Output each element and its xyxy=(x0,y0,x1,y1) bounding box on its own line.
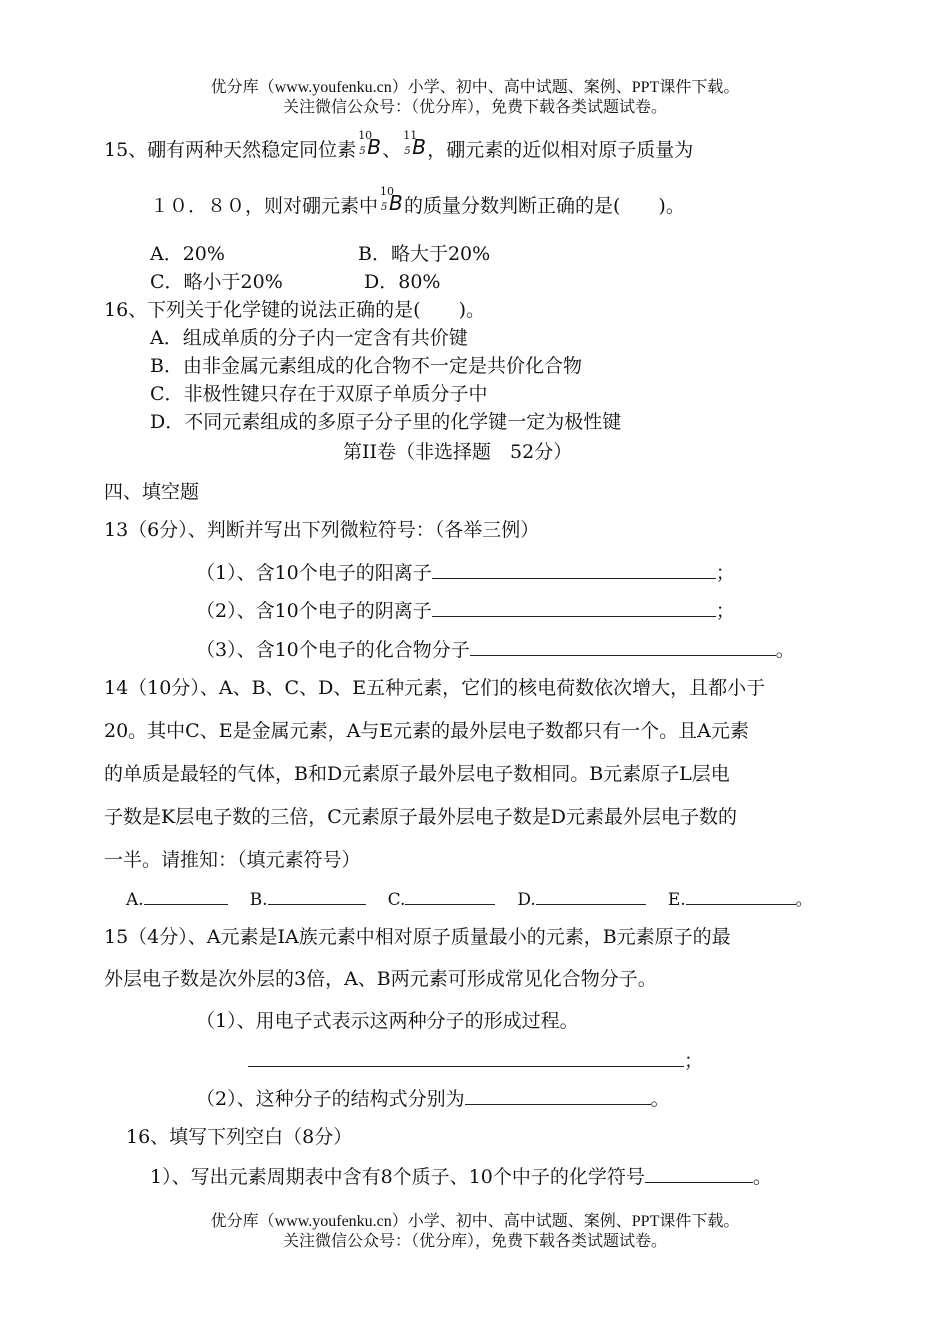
q15-line-2: 外层电子数是次外层的3倍，A、B两元素可形成常见化合物分子。 xyxy=(104,968,657,990)
q14-blank-d[interactable] xyxy=(536,886,646,905)
q13-stem: 13（6分）、判断并写出下列微粒符号：（各举三例） xyxy=(104,519,540,541)
q14-answer-row: A. B. C. D. E. 。 xyxy=(126,886,813,912)
q15-option-d: D．80% xyxy=(364,271,441,293)
isotope-boron-10-second: 10 5 B xyxy=(380,185,403,215)
q15-item-2: （2）、这种分子的结构式分别为 。 xyxy=(196,1088,670,1110)
q15-option-c: C．略小于20% xyxy=(150,271,283,293)
section-4-heading: 四、填空题 xyxy=(104,481,200,503)
q15-mc-sep: 、 xyxy=(382,139,402,161)
footer-line-1: 优分库（www.youfenku.cn）小学、初中、高中试题、案例、PPT课件下载。 xyxy=(210,1213,740,1230)
q15-mc-text-b: ，硼元素的近似相对原子质量为 xyxy=(427,139,694,161)
header-line-2: 关注微信公众号：（优分库），免费下载各类试题试卷。 xyxy=(282,99,667,116)
q16-option-c: C．非极性键只存在于双原子单质分子中 xyxy=(150,383,488,405)
q16-option-d: D．不同元素组成的多原子分子里的化学键一定为极性键 xyxy=(150,411,622,433)
q15-item-2-blank[interactable] xyxy=(465,1086,651,1105)
q15-mc-line-2 xyxy=(150,185,685,218)
isotope-boron-11: 11 5 B xyxy=(403,129,426,159)
q13-item-1: （1）、含10个电子的阳离子 ； xyxy=(196,562,735,584)
q13-item-2: （2）、含10个电子的阴离子 ； xyxy=(196,600,735,622)
q13-item-3: （3）、含10个电子的化合物分子 。 xyxy=(196,639,795,661)
q14-line-3: 的单质是最轻的气体，B和D元素原子最外层电子数相同。B元素原子L层电 xyxy=(104,763,730,785)
q14-blank-c[interactable] xyxy=(405,886,495,905)
q15-option-b: B．略大于20% xyxy=(358,243,491,265)
part-2-title: 第II卷（非选择题 52分） xyxy=(343,441,573,463)
q13-item-3-blank[interactable] xyxy=(470,637,776,656)
q16-item-1: 1）、写出元素周期表中含有8个质子、10个中子的化学符号 。 xyxy=(150,1166,772,1188)
q14-blank-e[interactable] xyxy=(686,886,796,905)
q15-mc-text-a: 15、硼有两种天然稳定同位素 xyxy=(104,139,357,161)
q15-item-1-blank[interactable] xyxy=(248,1048,684,1067)
header-line-1: 优分库（www.youfenku.cn）小学、初中、高中试题、案例、PPT课件下载。 xyxy=(210,79,740,96)
q14-blank-a[interactable] xyxy=(144,886,228,905)
q15-option-a: A．20% xyxy=(150,243,225,265)
q15-mc-line-1 xyxy=(104,129,694,162)
q16-option-a: A．组成单质的分子内一定含有共价键 xyxy=(150,327,468,349)
footer-line-2: 关注微信公众号：（优分库），免费下载各类试题试卷。 xyxy=(282,1233,667,1250)
q15-item-1: （1）、用电子式表示这两种分子的形成过程。 xyxy=(196,1010,579,1032)
q14-blank-b[interactable] xyxy=(268,886,366,905)
q13-item-2-blank[interactable] xyxy=(432,598,716,617)
q15-mc-line2-a: １０．８０，则对硼元素中 xyxy=(150,195,379,217)
q15-line-1: 15（4分）、A元素是IA族元素中相对原子质量最小的元素，B元素原子的最 xyxy=(104,926,731,948)
q16-item-1-blank[interactable] xyxy=(645,1164,753,1183)
q13-item-1-blank[interactable] xyxy=(432,560,716,579)
q16-mc-stem: 16、下列关于化学键的说法正确的是( )。 xyxy=(104,299,486,321)
q14-line-4: 子数是K层电子数的三倍，C元素原子最外层电子数是D元素最外层电子数的 xyxy=(104,806,737,828)
q15-mc-line2-b: 的质量分数判断正确的是( )。 xyxy=(404,195,685,217)
q16-option-b: B．由非金属元素组成的化合物不一定是共价化合物 xyxy=(150,355,582,377)
isotope-boron-10: 10 5 B xyxy=(358,129,381,159)
q14-line-1: 14（10分）、A、B、C、D、E五种元素，它们的核电荷数依次增大，且都小于 xyxy=(104,677,766,699)
q14-line-5: 一半。请推知：（填元素符号） xyxy=(104,849,361,871)
q16-stem: 16、填写下列空白（8分） xyxy=(126,1126,353,1148)
q15-item-1-answer: ； xyxy=(248,1048,703,1073)
q14-line-2: 20。其中C、E是金属元素，A与E元素的最外层电子数都只有一个。且A元素 xyxy=(104,720,749,742)
